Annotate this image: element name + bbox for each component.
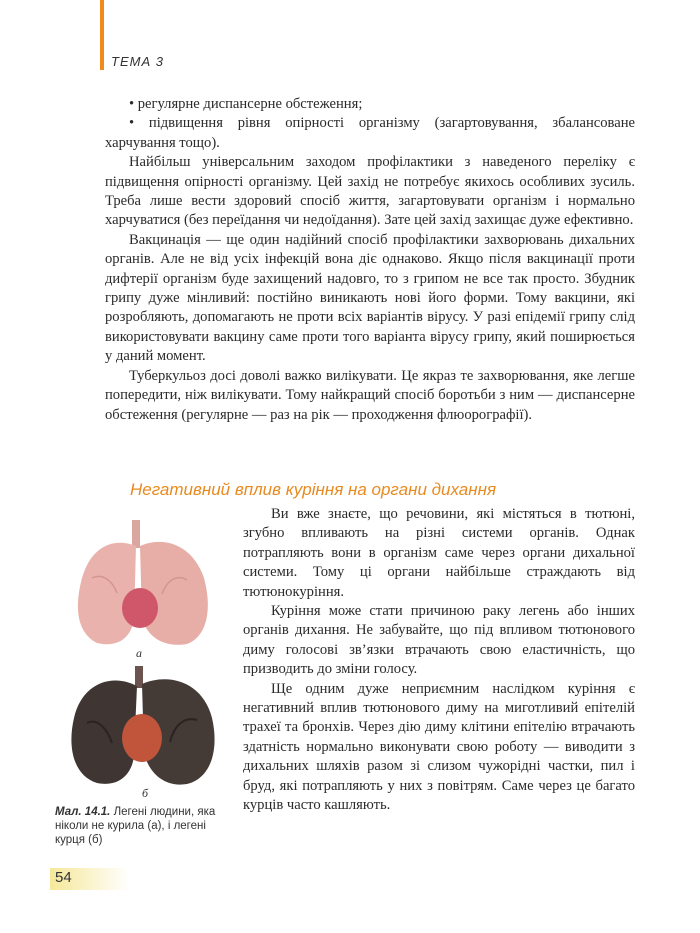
caption-prefix: Мал. 14.1. [55,806,111,818]
figure-caption [55,805,230,847]
paragraph: Ще одним дуже неприємним наслідком куріння є негативний вплив тютюнового диму на миготливий епітелій трахеї та бронхів. Через дію диму клітини епітелію втрачають здатність нормально виконувати свою роботу — виводити з дихальних шляхів разом зі слизом чужорідні частки, пил і бруд, які потрапляють у них з повітрям. Саме через це багато курців часто кашляють. [243,680,635,814]
label-b: б [142,786,149,800]
smoker-lungs-image [71,666,214,785]
paragraph: Туберкульоз досі доволі важко вилікувати. Це якраз те захворювання, яке легше попередити, ніж вилікувати. Тому найкращий спосіб боротьби з ним — диспансерне обстеження (регулярне — раз на рік — проходження флюорографії). [105,367,635,423]
section-text [243,505,635,816]
page-number-badge [50,868,130,890]
healthy-lungs-image [78,520,208,645]
bullet-item: • регулярне диспансерне обстеження; [129,96,363,112]
label-a: а [136,646,142,660]
page-number: 54 [55,869,72,886]
lungs-illustration [62,508,227,798]
main-text [105,95,635,425]
paragraph: Найбільш універсальним заходом профілактики з наведеного переліку є підвищення опірності організму. Цей захід не потребує якихось особливих зусиль. Треба лише вести здоровий спосіб життя, загартовувати організм і нормально харчуватися (без переїдання чи недоїдання). Зате цей захід захищає дуже ефективно. [105,154,635,229]
header-accent-bar [100,0,104,70]
paragraph: Ви вже знаєте, що речовини, які містяться в тютюні, згубно впливають на різні системи органів. Однак потрапляють вони в організм саме через органи дихальної системи. Тому ці органи найбільше страждають від тютюнокуріння. [243,506,635,600]
caption-text: Легені людини, яка ніколи не курила (а), і легені курця (б) [55,806,216,846]
lungs-figure [62,508,227,798]
topic-label: ТЕМА 3 [111,54,164,69]
paragraph: Куріння може стати причиною раку легень або інших органів дихання. Не забувайте, що під впливом тютюнового диму голосові зв’язки втрачають свою еластичність, що призводить до зміни голосу. [243,603,635,678]
bullet-item: • підвищення рівня опірності організму (загартовування, збалансоване харчування тощо). [105,115,635,151]
section-title: Негативний вплив куріння на органи дихання [130,480,497,499]
paragraph: Вакцинація — ще один надійний спосіб профілактики захворювань дихальних органів. Але не від усіх інфекцій вона діє однаково. Якщо після вакцинації проти дифтерії організм буде захищений надовго, то з грипом не все так просто. Збудник грипу дуже мінливий: постійно виникають нові його форми. Тому вакцини, які розробляють, допомагають не проти всіх варіантів вірусу. У разі епідемії грипу слід використовувати вакцину саме проти того варіанта вірусу грипу, який поширюється у даний момент. [105,231,635,365]
